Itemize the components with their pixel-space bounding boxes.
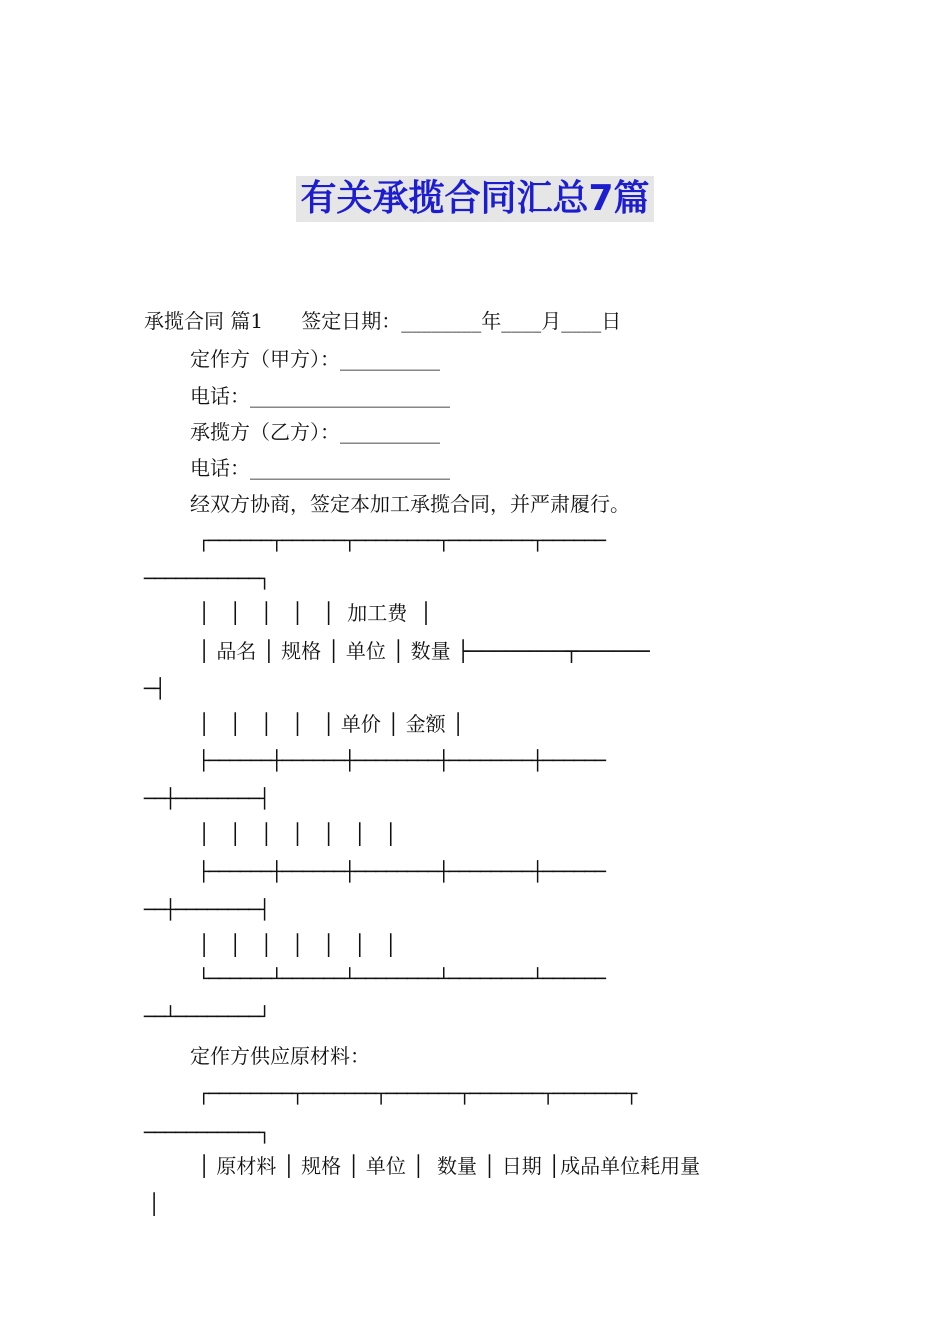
table1-divider-2-wrap: ──┼────────┤ bbox=[144, 899, 270, 921]
table2-border-top: ┌────────┬───────┬───────┬───────┬───────┬ bbox=[198, 1083, 637, 1105]
agreement-sentence: 经双方协商，签定本加工承揽合同，并严肃履行。 bbox=[190, 492, 630, 516]
table1-border-top-wrap: ───────────┐ bbox=[144, 568, 270, 590]
table2-header-row: │ 原材料 │ 规格 │ 单位 │ 数量 │ 日期 │成品单位耗用量 bbox=[198, 1154, 701, 1178]
party-a-line: 定作方（甲方）：__________ bbox=[190, 347, 440, 371]
party-b-line: 承揽方（乙方）：__________ bbox=[190, 420, 440, 444]
table2-header-row-wrap: │ bbox=[148, 1192, 161, 1216]
table2-border-top-wrap: ───────────┐ bbox=[144, 1122, 270, 1144]
table1-divider-2: ├──────┼──────┼────────┼────────┼────── bbox=[198, 861, 606, 883]
party-b-phone-line: 电话：____________________ bbox=[190, 456, 450, 480]
table1-border-bottom-wrap: ──┴────────┘ bbox=[144, 1006, 270, 1028]
table1-header-row1: │ │ │ │ │ 加工费 │ bbox=[198, 601, 432, 625]
document-title-wrap bbox=[0, 176, 950, 222]
table1-header-row2: │ 品名 │ 规格 │ 单位 │ 数量 ├────────┬────── bbox=[198, 639, 650, 663]
table1-data-row-1: │ │ │ │ │ │ │ bbox=[198, 822, 397, 846]
table1-header-row3: │ │ │ │ │ 单价 │ 金额 │ bbox=[198, 712, 465, 736]
table1-divider-1: ├──────┼──────┼────────┼────────┼────── bbox=[198, 750, 606, 772]
table1-border-top: ┌──────┬──────┬────────┬────────┬────── bbox=[198, 530, 606, 552]
party-a-phone-line: 电话：____________________ bbox=[190, 384, 450, 408]
document-title: 有关承揽合同汇总7篇 bbox=[296, 176, 653, 222]
table1-data-row-2: │ │ │ │ │ │ │ bbox=[198, 933, 397, 957]
materials-heading: 定作方供应原材料： bbox=[190, 1044, 370, 1068]
table1-border-bottom: └──────┴──────┴────────┴────────┴────── bbox=[198, 968, 606, 990]
contract-heading-line: 承揽合同 篇1 签定日期：________年____月____日 bbox=[144, 309, 622, 333]
table1-divider-1-wrap: ──┼────────┤ bbox=[144, 788, 270, 810]
table1-header-row2-wrap: ─┤ bbox=[144, 678, 165, 700]
